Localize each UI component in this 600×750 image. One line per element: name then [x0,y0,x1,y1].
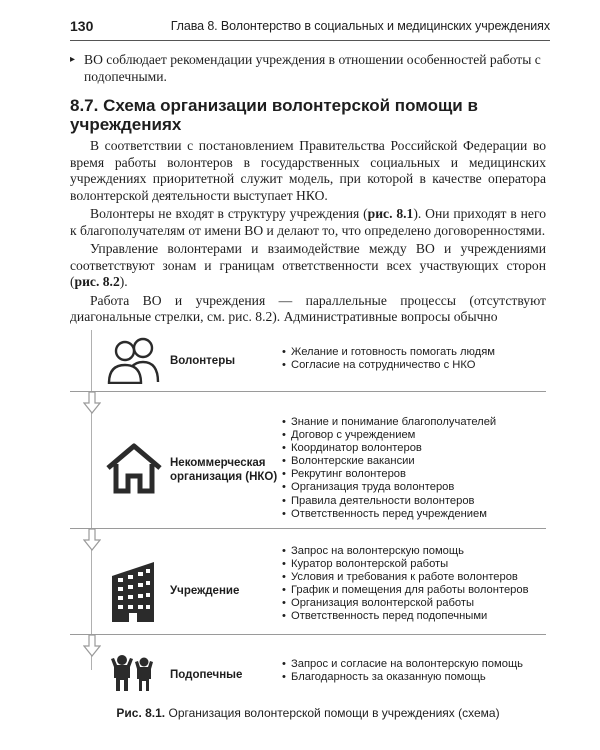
list-item: • Ответственность перед учреждением [282,508,546,521]
figure-reference[interactable]: рис. 8.1 [367,206,414,221]
list-item: • Ответственность перед подопечными [282,610,546,623]
section-title: 8.7. Схема организации волонтерской помощи в учреждениях [70,96,478,134]
intro-bullet [70,52,560,85]
row-label-wards: Подопечные [170,669,243,681]
volunteers-icon [106,334,162,384]
paragraph-text: ). [119,274,128,289]
list-item: • График и помещения для работы волонтеров [282,584,546,597]
figure-scheme [70,330,546,700]
list-item: • Рекрутинг волонтеров [282,468,546,481]
divider [70,391,546,392]
list-item: • Запрос и согласие на волонтерскую помощь [282,658,546,671]
list-item: • Условия и требования к работе волонтеров [282,571,546,584]
list-item: • Договор с учреждением [282,429,546,442]
paragraph-text: ). Они приходят в него к благополучателям от имени ВО и делают то, что определено договоренностями. [70,206,546,238]
list-item: • Знание и понимание благополучателей [282,416,546,429]
caption-text: Организация волонтерской помощи в учреждениях (схема) [168,706,500,720]
section-body [70,138,546,328]
list-item: • Правила деятельности волонтеров [282,495,546,508]
paragraph [70,241,546,291]
divider [70,528,546,529]
house-icon [104,442,164,494]
list-item: • Координатор волонтеров [282,442,546,455]
down-arrow-icon [83,392,101,414]
figure-caption [70,706,546,720]
building-icon [108,558,158,624]
wards-list [282,658,546,684]
bullet-marker: ▸ [70,54,76,65]
caption-ref: Рис. 8.1. [116,706,166,720]
list-item: • Согласие на сотрудничество с НКО [282,359,546,372]
row-label-text: Некоммерческая организация (НКО) [170,457,278,483]
down-arrow-icon [83,635,101,657]
list-item: • Желание и готовность помогать людям [282,346,546,359]
row-label-volunteers: Волонтеры [170,355,236,367]
list-item: • Организация труда волонтеров [282,481,546,494]
list-item: • Запрос на волонтерскую помощь [282,545,546,558]
institution-list [282,545,546,624]
down-arrow-icon [83,529,101,551]
intro-bullet-text: ВО соблюдает рекомендации учреждения в отношении особенностей работы с подопечными. [84,52,541,84]
paragraph-text: Волонтеры не входят в структуру учреждения ( [90,206,368,221]
children-icon [110,654,156,692]
paragraph: В соответствии с постановлением Правительства Российской Федерации во время работы волонтеров в государственных социальных и медицинских учреждениях приоритетной служит модель, при которой в качестве оператора волонтерской деятельности выступает НКО. [70,138,546,203]
flow-line [91,330,92,670]
row-label-institution: Учреждение [170,585,240,597]
list-item: • Организация волонтерской работы [282,597,546,610]
list-item: • Благодарность за оказанную помощь [282,671,546,684]
page-number: 130 [70,18,94,34]
list-item: • Волонтерские вакансии [282,455,546,468]
divider [70,634,546,635]
running-header [70,16,550,41]
chapter-title: Глава 8. Волонтерство в социальных и медицинских учреждениях [170,19,550,33]
figure-reference[interactable]: рис. 8.2 [74,274,120,289]
paragraph: Работа ВО и учреждения — параллельные процессы (отсутствуют диагональные стрелки, см. рис. 8.2). Административные вопросы обычно [70,292,546,324]
paragraph-text: Управление волонтерами и взаимодействие между ВО и учреждениями соответствуют зонам и границам ответственности всех участвующих сторон ( [70,241,546,289]
list-item: • Куратор волонтерской работы [282,558,546,571]
row-label-nko [170,456,280,484]
paragraph [70,206,546,239]
nko-list [282,416,546,521]
volunteers-list [282,346,546,372]
